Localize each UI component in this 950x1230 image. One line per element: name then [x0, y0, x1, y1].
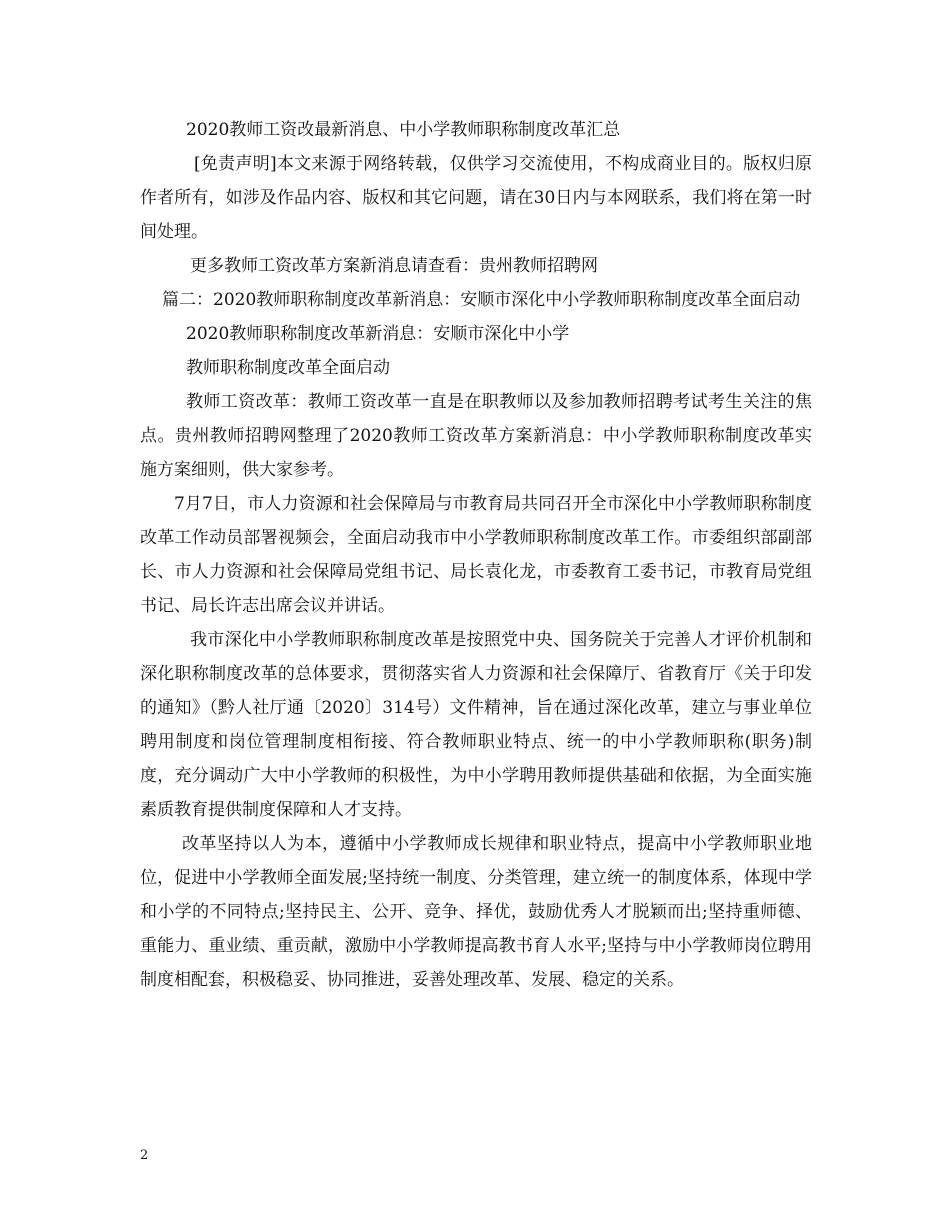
news-headline-line-2: 教师职称制度改革全面启动	[186, 358, 390, 378]
document-body	[140, 113, 812, 997]
body-paragraph-meeting: 7月7日，市人力资源和社会保障局与市教育局共同召开全市深化中小学教师职称制度改革工作动员部署视频会，全面启动我市中小学教师职称制度改革工作。市委组织部副部长、市人力资源和社会保障局党组书记、局长袁化龙，市委教育工委书记，市教育局党组书记、局长许志出席会议并讲话。	[140, 494, 812, 616]
body-paragraph-principles: 改革坚持以人为本，遵循中小学教师成长规律和职业特点，提高中小学教师职业地位，促进中小学教师全面发展;坚持统一制度、分类管理，建立统一的制度体系，体现中学和小学的不同特点;坚持民主、公开、竞争、择优，鼓励优秀人才脱颖而出;坚持重师德、重能力、重业绩、重贡献，激励中小学教师提高教书育人水平;坚持与中小学教师岗位聘用制度相配套，积极稳妥、协同推进，妥善处理改革、发展、稳定的关系。	[140, 834, 812, 990]
body-paragraph-reform-basis: 我市深化中小学教师职称制度改革是按照党中央、国务院关于完善人才评价机制和深化职称制度改革的总体要求，贯彻落实省人力资源和社会保障厅、省教育厅《关于印发的通知》（黔人社厅通〔2020〕314号）文件精神，旨在通过深化改革，建立与事业单位聘用制度和岗位管理制度相衔接、符合教师职业特点、统一的中小学教师职称(职务)制度，充分调动广大中小学教师的积极性，为中小学聘用教师提供基础和依据，为全面实施素质教育提供制度保障和人才支持。	[140, 630, 812, 820]
page-number: 2	[140, 1148, 149, 1163]
news-headline-line-1: 2020教师职称制度改革新消息：安顺市深化中小学	[186, 324, 570, 344]
body-paragraph-intro: 教师工资改革：教师工资改革一直是在职教师以及参加教师招聘考试考生关注的焦点。贵州教师招聘网整理了2020教师工资改革方案新消息：中小学教师职称制度改革实施方案细则，供大家参考。	[140, 392, 812, 480]
section-two-heading: 篇二：2020教师职称制度改革新消息：安顺市深化中小学教师职称制度改革全面启动	[162, 290, 801, 310]
disclaimer-paragraph: [免责声明]本文来源于网络转载，仅供学习交流使用，不构成商业目的。版权归原作者所有，如涉及作品内容、版权和其它问题，请在30日内与本网联系，我们将在第一时间处理。	[140, 154, 812, 242]
more-info-paragraph: 更多教师工资改革方案新消息请查看：贵州教师招聘网	[190, 256, 598, 276]
document-title: 2020教师工资改最新消息、中小学教师职称制度改革汇总	[186, 120, 621, 140]
